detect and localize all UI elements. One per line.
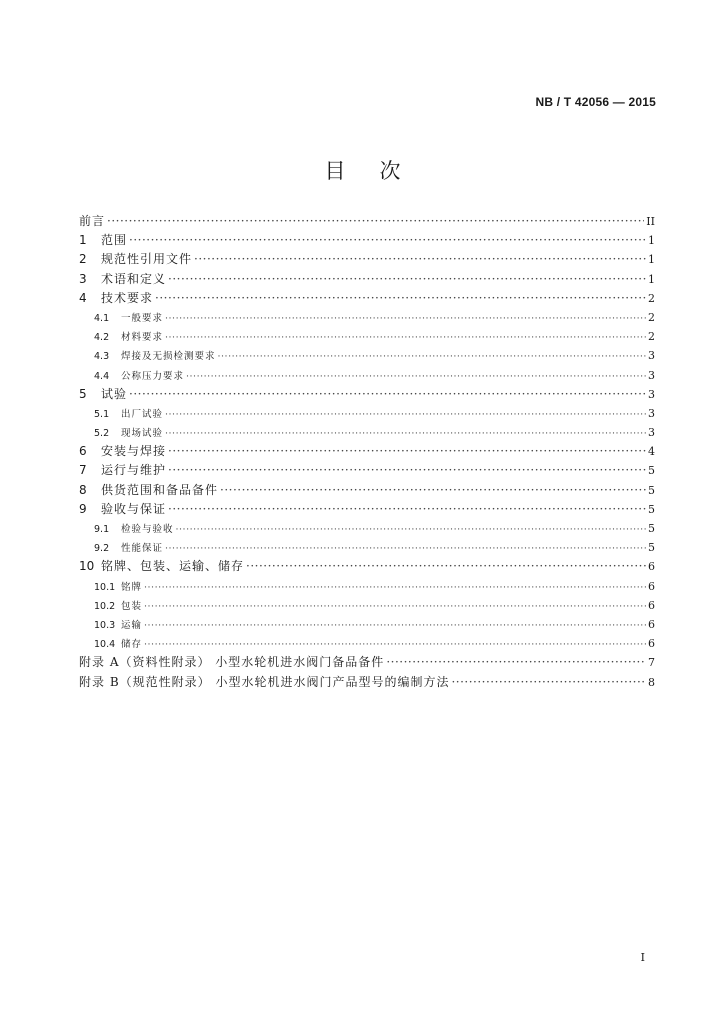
- toc-entry-page: 6: [648, 617, 655, 631]
- toc-entry-number: 8: [79, 482, 87, 497]
- toc-entry[interactable]: [79, 673, 655, 692]
- toc-entry[interactable]: [79, 442, 655, 461]
- toc-leader-dots: [246, 557, 646, 576]
- toc-leader-dots: [194, 250, 646, 269]
- toc-leader-dots: [107, 212, 644, 231]
- toc-entry[interactable]: [79, 270, 655, 289]
- toc-entry-label: 铭牌: [121, 581, 143, 593]
- toc-subentry[interactable]: [79, 634, 655, 653]
- toc-subentry[interactable]: [79, 366, 655, 385]
- toc-entry[interactable]: [79, 653, 655, 672]
- toc-entry-label: 规范性引用文件: [101, 252, 193, 267]
- toc-leader-dots: [386, 653, 646, 672]
- toc-entry-number: 7: [79, 463, 87, 478]
- toc-leader-dots: [144, 578, 646, 597]
- toc-entry-label: 检验与验收: [121, 524, 174, 535]
- toc-entry-page: 5: [648, 502, 655, 516]
- toc-leader-dots: [220, 481, 646, 500]
- toc-subentry[interactable]: [79, 327, 655, 346]
- toc-entry[interactable]: [79, 250, 655, 269]
- toc-entry-label: 安装与焊接: [101, 444, 167, 459]
- toc-entry-number: 4.2: [94, 332, 110, 344]
- toc-leader-dots: [144, 597, 646, 616]
- toc-entry-page: 5: [648, 541, 655, 555]
- toc-entry-number: 5.1: [94, 408, 110, 420]
- toc-entry-label: 储存: [121, 639, 143, 651]
- toc-entry-page: 8: [648, 675, 655, 689]
- toc-entry-number: 10: [79, 559, 95, 574]
- standard-code: NB / T 42056 — 2015: [535, 95, 656, 109]
- toc-entry-page: 6: [648, 598, 655, 612]
- toc-entry-page: 2: [648, 310, 655, 324]
- toc-subentry[interactable]: [79, 577, 655, 596]
- toc-entry-page: 3: [648, 368, 655, 382]
- toc-entry-label: 供货范围和备品备件: [101, 482, 219, 497]
- toc-leader-dots: [165, 309, 646, 328]
- toc-entry[interactable]: [79, 231, 655, 250]
- toc-leader-dots: [168, 442, 646, 461]
- toc-entry-page: 7: [648, 656, 655, 670]
- toc-leader-dots: [155, 289, 646, 308]
- toc-entry-number: 9.2: [94, 543, 110, 555]
- toc-entry-label: 术语和定义: [101, 271, 167, 286]
- toc-subentry[interactable]: [79, 423, 655, 442]
- toc-leader-dots: [186, 367, 646, 386]
- toc-entry-label: 试验: [101, 386, 128, 401]
- toc-entry-label: 验收与保证: [101, 501, 167, 516]
- toc-entry-label: 技术要求: [101, 290, 154, 305]
- toc-entry-number: 5: [79, 386, 87, 401]
- toc-entry-number: 5.2: [94, 428, 110, 440]
- toc-leader-dots: [168, 461, 646, 480]
- toc-entry-page: 5: [648, 522, 655, 535]
- toc-leader-dots: [165, 328, 646, 347]
- toc-entry-label: 公称压力要求: [121, 370, 185, 382]
- toc-subentry[interactable]: [79, 346, 655, 365]
- toc-entry-number: 1: [79, 233, 87, 248]
- toc-subentry[interactable]: [79, 519, 655, 538]
- toc-entry[interactable]: [79, 481, 655, 500]
- toc-entry-label: 附录 B（规范性附录） 小型水轮机进水阀门产品型号的编制方法: [79, 674, 450, 689]
- toc-entry-page: 4: [648, 445, 655, 459]
- toc-entry-number: 2: [79, 252, 87, 267]
- toc-subentry[interactable]: [79, 538, 655, 557]
- toc-entry-label: 包装: [121, 600, 143, 612]
- toc-leader-dots: [165, 539, 646, 558]
- toc-leader-dots: [168, 500, 646, 519]
- toc-entry-label: 一般要求: [121, 312, 164, 324]
- toc-entry-label: 材料要求: [121, 332, 164, 344]
- toc-leader-dots: [218, 347, 646, 366]
- toc-entry-page: II: [646, 215, 655, 228]
- toc-entry-page: 3: [648, 349, 655, 363]
- toc-leader-dots: [129, 231, 646, 250]
- toc-subentry[interactable]: [79, 596, 655, 615]
- toc-entry-page: 1: [648, 272, 655, 286]
- toc-entry-label: 铭牌、包装、运输、储存: [101, 559, 245, 574]
- toc-entry[interactable]: [79, 212, 655, 231]
- toc-entry[interactable]: [79, 461, 655, 480]
- toc-entry-page: 5: [648, 483, 655, 497]
- toc-entry-page: 3: [648, 426, 655, 440]
- toc-entry-label: 运行与维护: [101, 463, 167, 478]
- toc-entry-page: 2: [648, 291, 655, 305]
- toc-entry-number: 6: [79, 444, 87, 459]
- toc-leader-dots: [176, 520, 646, 539]
- toc-leader-dots: [129, 385, 646, 404]
- toc-entry-label: 焊接及无损检测要求: [121, 351, 216, 363]
- toc-entry-label: 附录 A（资料性附录） 小型水轮机进水阀门备品备件: [79, 655, 385, 670]
- toc-entry-label: 范围: [101, 233, 128, 248]
- page-title: 目次: [324, 159, 435, 183]
- toc-entry-number: 4: [79, 290, 87, 305]
- toc-entry-page: 1: [648, 253, 655, 267]
- toc-entry-number: 9.1: [94, 524, 110, 535]
- toc-leader-dots: [144, 616, 646, 635]
- toc-entry-number: 10.1: [94, 581, 116, 593]
- table-of-contents: [79, 212, 655, 692]
- toc-entry-page: 6: [648, 560, 655, 574]
- toc-entry-page: 6: [648, 637, 655, 651]
- toc-entry-number: 3: [79, 271, 87, 286]
- toc-entry[interactable]: [79, 557, 655, 576]
- toc-entry-number: 4.4: [94, 370, 110, 382]
- toc-entry-number: 9: [79, 501, 87, 516]
- toc-leader-dots: [451, 673, 646, 692]
- toc-entry-label: 性能保证: [121, 543, 164, 555]
- toc-leader-dots: [165, 405, 646, 424]
- toc-leader-dots: [144, 635, 646, 654]
- toc-subentry[interactable]: [79, 404, 655, 423]
- toc-entry-label: 前言: [79, 214, 106, 228]
- footer-page-number: I: [640, 951, 645, 964]
- toc-leader-dots: [165, 424, 646, 443]
- toc-entry-page: 6: [648, 579, 655, 593]
- toc-entry-number: 4.3: [94, 351, 110, 363]
- toc-entry-page: 3: [648, 387, 655, 401]
- toc-entry[interactable]: [79, 500, 655, 519]
- toc-entry-number: 10.2: [94, 600, 116, 612]
- toc-subentry[interactable]: [79, 615, 655, 634]
- toc-entry[interactable]: [79, 385, 655, 404]
- toc-subentry[interactable]: [79, 308, 655, 327]
- toc-entry-label: 现场试验: [121, 428, 164, 440]
- toc-entry-page: 5: [648, 464, 655, 478]
- toc-entry-number: 10.4: [94, 639, 116, 651]
- toc-entry-number: 10.3: [94, 619, 116, 631]
- toc-entry-number: 4.1: [94, 312, 110, 324]
- toc-entry-page: 1: [648, 234, 655, 248]
- toc-entry[interactable]: [79, 289, 655, 308]
- toc-entry-label: 出厂试验: [121, 408, 164, 420]
- toc-entry-page: 3: [648, 406, 655, 420]
- toc-leader-dots: [168, 270, 646, 289]
- toc-entry-page: 2: [648, 330, 655, 344]
- toc-entry-label: 运输: [121, 619, 143, 631]
